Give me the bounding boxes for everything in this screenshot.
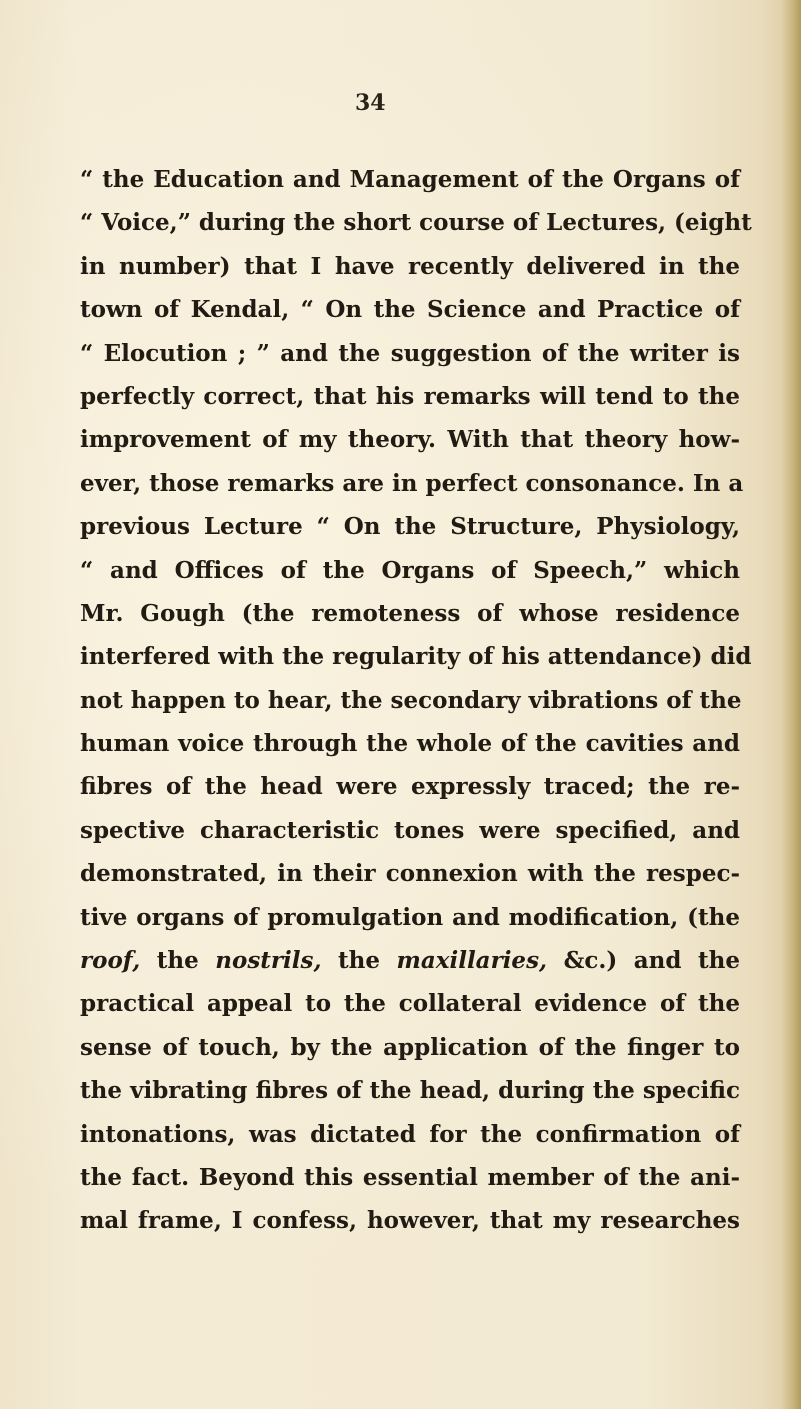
- text-line: [80, 1156, 740, 1199]
- text-span: in number) that I have recently delivered in the: [80, 252, 740, 280]
- page-edge-shadow: [781, 0, 801, 1409]
- text-span: the vibrating fibres of the head, during the specific: [80, 1077, 740, 1105]
- text-span: not happen to hear, the secondary vibrations of the: [80, 686, 742, 714]
- text-span: demonstrated, in their connexion with the respec-: [80, 860, 740, 888]
- text-span: the: [321, 947, 397, 975]
- text-line: [80, 332, 740, 375]
- text-line: [80, 896, 740, 939]
- page-number: 34: [355, 90, 386, 116]
- italic-term: roof,: [80, 947, 141, 975]
- italic-term: maxillaries,: [396, 947, 548, 975]
- text-span: Mr. Gough (the remoteness of whose residence: [80, 599, 740, 627]
- text-span: the: [140, 947, 216, 975]
- text-span: sense of touch, by the application of the finger to: [80, 1033, 740, 1061]
- body-text: [80, 158, 752, 1243]
- text-line: [80, 1199, 740, 1242]
- text-line: [80, 635, 752, 678]
- text-span: human voice through the whole of the cavities and: [80, 730, 740, 758]
- text-line: [80, 1113, 740, 1156]
- text-line: [80, 722, 740, 765]
- text-line: [80, 982, 740, 1025]
- text-line: [80, 158, 740, 201]
- text-line: [80, 1069, 740, 1112]
- text-line: [80, 1026, 740, 1069]
- text-span: “ Voice,” during the short course of Lectures, (eight: [80, 209, 752, 237]
- text-span: perfectly correct, that his remarks will tend to the: [80, 382, 740, 410]
- text-line: [80, 288, 740, 331]
- text-line: [80, 939, 740, 982]
- text-span: fibres of the head were expressly traced; the re-: [80, 773, 740, 801]
- text-line: [80, 592, 740, 635]
- text-span: the fact. Beyond this essential member of the ani-: [80, 1163, 740, 1191]
- text-line: [80, 418, 740, 461]
- text-span: ever, those remarks are in perfect consonance. In a: [80, 469, 744, 497]
- text-line: [80, 809, 740, 852]
- text-line: [80, 852, 740, 895]
- text-span: town of Kendal, “ On the Science and Practice of: [80, 296, 740, 324]
- text-span: practical appeal to the collateral evidence of the: [80, 990, 740, 1018]
- text-span: previous Lecture “ On the Structure, Physiology,: [80, 513, 740, 541]
- text-line: [80, 201, 752, 244]
- text-span: “ Elocution ; ” and the suggestion of the writer is: [80, 339, 740, 367]
- text-line: [80, 245, 740, 288]
- text-span: tive organs of promulgation and modification, (the: [80, 903, 740, 931]
- text-span: interfered with the regularity of his attendance) did: [80, 643, 752, 671]
- text-line: [80, 765, 740, 808]
- italic-term: nostrils,: [215, 947, 322, 975]
- text-span: spective characteristic tones were specified, and: [80, 816, 740, 844]
- text-span: mal frame, I confess, however, that my researches: [80, 1207, 740, 1235]
- text-span: &c.) and the: [547, 947, 740, 975]
- text-line: [80, 505, 740, 548]
- text-span: intonations, was dictated for the confirmation of: [80, 1120, 740, 1148]
- text-line: [80, 462, 744, 505]
- text-span: improvement of my theory. With that theory how-: [80, 426, 740, 454]
- text-line: [80, 375, 740, 418]
- text-line: [80, 549, 740, 592]
- text-line: [80, 679, 740, 722]
- text-span: “ and Offices of the Organs of Speech,” which: [80, 556, 740, 584]
- text-span: “ the Education and Management of the Organs of: [80, 166, 740, 193]
